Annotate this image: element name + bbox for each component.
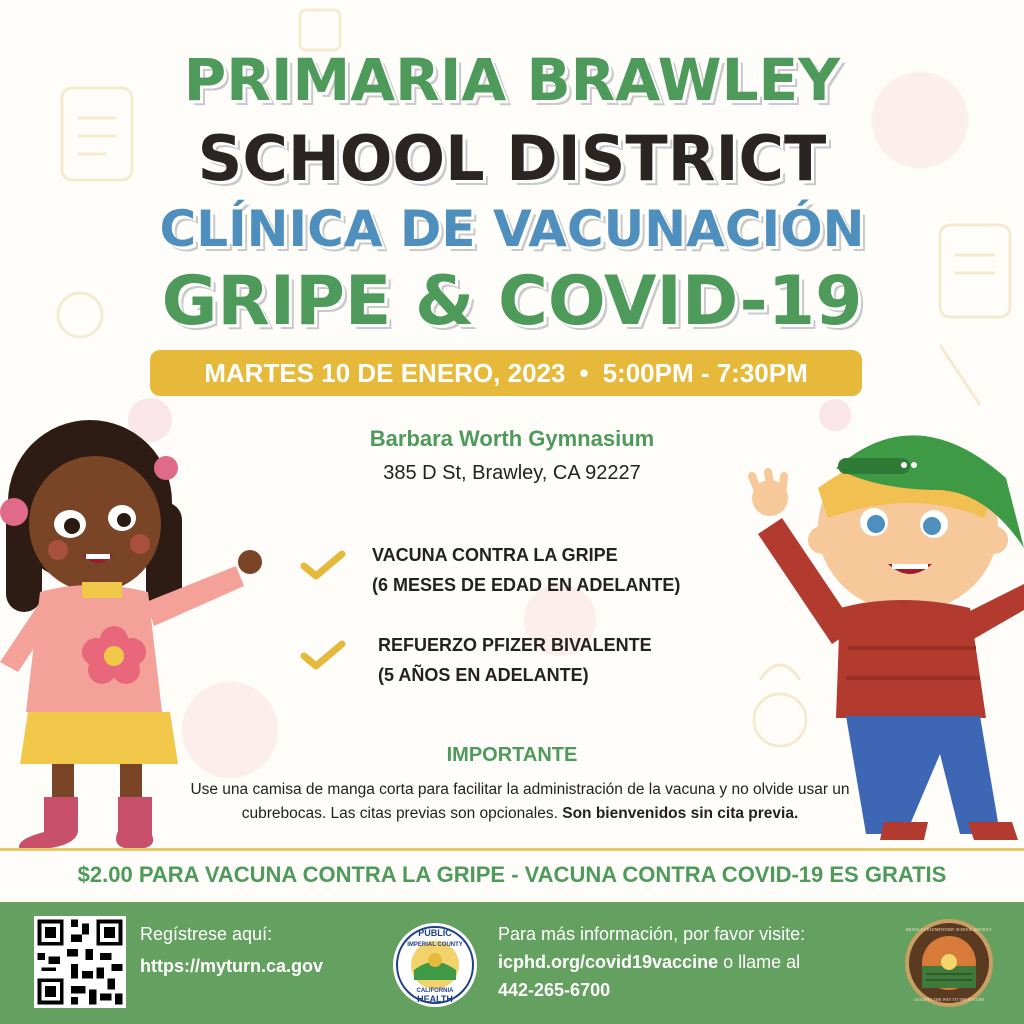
- event-date: MARTES 10 DE ENERO, 2023: [204, 357, 566, 388]
- info-link-line: [498, 952, 800, 973]
- register-link[interactable]: https://myturn.ca.gov: [140, 956, 324, 976]
- boy-illustration: [738, 418, 1024, 858]
- seal-text-bottom: HEALTH: [417, 994, 453, 1004]
- seal-text-ring-bottom: CALIFORNIA: [416, 988, 454, 994]
- check-icon: [300, 550, 346, 580]
- venue-address: 385 D St, Brawley, CA 92227: [383, 462, 641, 484]
- school-seal-text-top: BRAWLEY ELEMENTARY SCHOOL DISTRICT: [905, 927, 993, 932]
- vaccine-title: REFUERZO PFIZER BIVALENTE: [378, 635, 652, 655]
- qr-code[interactable]: [34, 916, 126, 1008]
- pricing-banner: $2.00 PARA VACUNA CONTRA LA GRIPE - VACUNA CONTRA COVID-19 ES GRATIS: [77, 862, 947, 887]
- vaccine-detail: (5 AÑOS EN ADELANTE): [378, 665, 589, 685]
- headline-clinic: CLÍNICA DE VACUNACIÓN: [159, 200, 865, 258]
- public-health-seal: [392, 922, 478, 1008]
- phone-number[interactable]: 442-265-6700: [498, 980, 611, 1000]
- venue-name: Barbara Worth Gymnasium: [369, 426, 655, 451]
- seal-text-ring-top: IMPERIAL COUNTY: [407, 942, 463, 948]
- check-icon: [300, 640, 346, 670]
- seal-text-top: PUBLIC: [418, 928, 452, 938]
- register-label: Regístrese aquí:: [140, 924, 273, 944]
- info-or-call: o llame al: [718, 952, 801, 972]
- headline-school-primary: PRIMARIA BRAWLEY: [183, 46, 841, 114]
- vaccine-item-text: [378, 630, 652, 690]
- important-emphasis: Son bienvenidos sin cita previa.: [562, 805, 799, 822]
- date-time-banner: [150, 350, 862, 396]
- school-district-seal: [904, 918, 994, 1008]
- info-link[interactable]: icphd.org/covid19vaccine: [498, 952, 719, 972]
- headline-vaccines: GRIPE & COVID-19: [161, 262, 863, 341]
- vaccine-detail: (6 MESES DE EDAD EN ADELANTE): [372, 575, 681, 595]
- headline-school-district: SCHOOL DISTRICT: [197, 122, 827, 195]
- school-seal-text-bottom: LEADING THE WAY TO THE FUTURE: [913, 997, 985, 1002]
- vaccine-title: VACUNA CONTRA LA GRIPE: [372, 545, 618, 565]
- girl-illustration: [0, 412, 270, 862]
- important-heading: IMPORTANTE: [446, 744, 578, 766]
- important-body: Use una camisa de manga corta para facilitar la administración de la vacuna y no olvide usar un cubrebocas. Las citas previas son opcionales.: [190, 781, 850, 822]
- divider-line: [0, 848, 1024, 851]
- separator-dot: •: [579, 357, 589, 388]
- vaccine-item-text: [372, 540, 680, 600]
- event-time: 5:00PM - 7:30PM: [602, 357, 808, 388]
- info-label: Para más información, por favor visite:: [498, 924, 806, 944]
